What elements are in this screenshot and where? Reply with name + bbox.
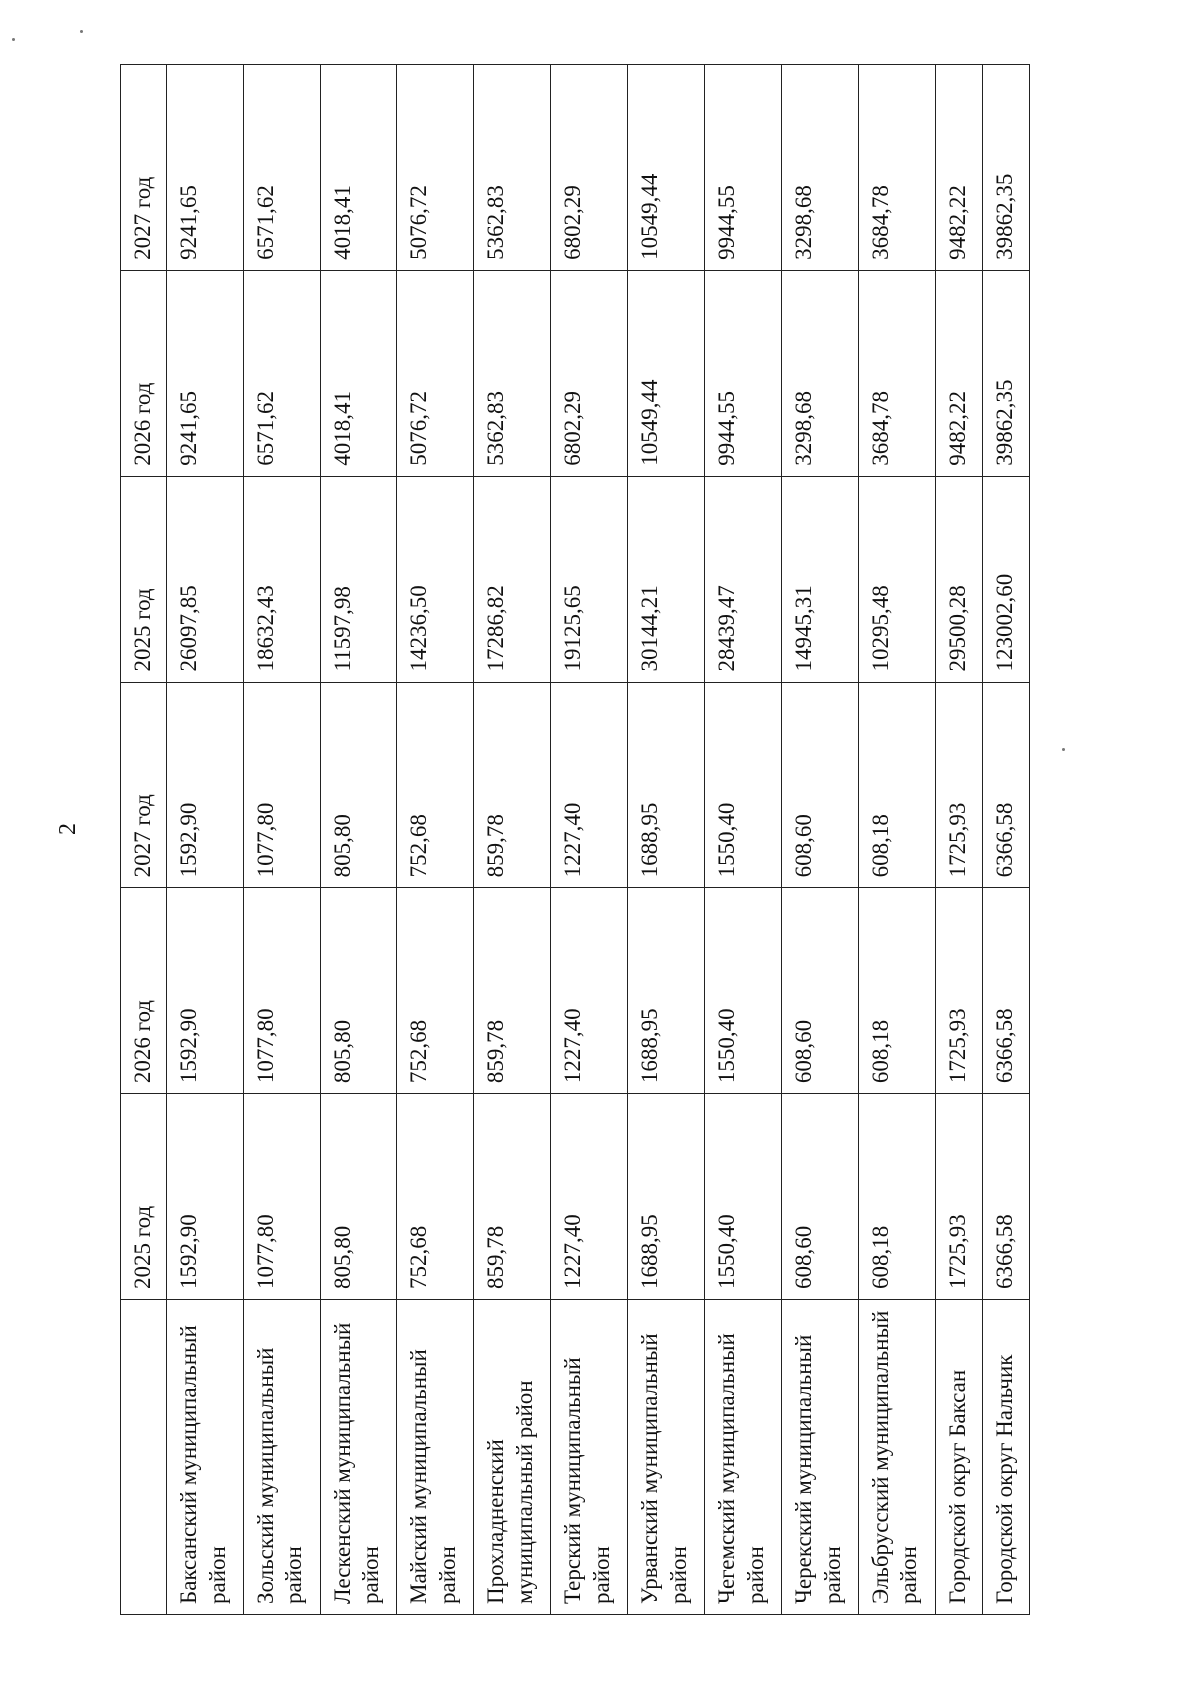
cell-value: 608,60 (781, 682, 858, 888)
cell-value: 1550,40 (704, 1094, 781, 1300)
cell-value: 5362,83 (474, 270, 551, 476)
table-row (982, 65, 1029, 1615)
column-header: 2025 год (121, 1094, 167, 1300)
cell-value: 9944,55 (704, 270, 781, 476)
cell-value: 805,80 (320, 1094, 397, 1300)
column-header: 2027 год (121, 682, 167, 888)
cell-value: 6571,62 (243, 270, 320, 476)
cell-value: 1688,95 (628, 888, 705, 1094)
cell-value: 6366,58 (982, 1094, 1029, 1300)
cell-value: 1592,90 (166, 1094, 243, 1300)
cell-value: 9482,22 (935, 270, 982, 476)
table-row (704, 65, 781, 1615)
table-row (858, 65, 935, 1615)
cell-value: 1725,93 (935, 682, 982, 888)
table-row (551, 65, 628, 1615)
cell-value: 18632,43 (243, 476, 320, 682)
cell-value: 39862,35 (982, 270, 1029, 476)
cell-value: 6802,29 (551, 65, 628, 271)
column-header: 2026 год (121, 888, 167, 1094)
cell-value: 10549,44 (628, 270, 705, 476)
cell-value: 1227,40 (551, 682, 628, 888)
cell-value: 28439,47 (704, 476, 781, 682)
cell-value: 30144,21 (628, 476, 705, 682)
cell-value: 1592,90 (166, 682, 243, 888)
row-name: Чегемский муниципальный район (704, 1300, 781, 1615)
cell-value: 859,78 (474, 888, 551, 1094)
table-container (120, 65, 1030, 1615)
cell-value: 5362,83 (474, 65, 551, 271)
cell-value: 752,68 (397, 682, 474, 888)
row-name: Баксанский муниципальный район (166, 1300, 243, 1615)
cell-value: 14945,31 (781, 476, 858, 682)
cell-value: 3298,68 (781, 270, 858, 476)
cell-value: 3684,78 (858, 270, 935, 476)
cell-value: 3684,78 (858, 65, 935, 271)
table-row (397, 65, 474, 1615)
cell-value: 608,60 (781, 1094, 858, 1300)
cell-value: 752,68 (397, 1094, 474, 1300)
cell-value: 123002,60 (982, 476, 1029, 682)
row-name: Эльбрусский муниципальный район (858, 1300, 935, 1615)
table-row (935, 65, 982, 1615)
row-name: Терский муниципальный район (551, 1300, 628, 1615)
cell-value: 9482,22 (935, 65, 982, 271)
cell-value: 6366,58 (982, 682, 1029, 888)
cell-value: 1077,80 (243, 888, 320, 1094)
cell-value: 608,60 (781, 888, 858, 1094)
header-row (121, 65, 167, 1615)
column-header: 2027 год (121, 65, 167, 271)
cell-value: 1550,40 (704, 682, 781, 888)
column-header: 2025 год (121, 476, 167, 682)
cell-value: 5076,72 (397, 270, 474, 476)
cell-value: 9241,65 (166, 65, 243, 271)
row-name: Городской округ Баксан (935, 1300, 982, 1615)
column-header: 2026 год (121, 270, 167, 476)
scan-speck (1062, 748, 1065, 751)
cell-value: 3298,68 (781, 65, 858, 271)
cell-value: 6366,58 (982, 888, 1029, 1094)
cell-value: 608,18 (858, 682, 935, 888)
cell-value: 1688,95 (628, 682, 705, 888)
cell-value: 14236,50 (397, 476, 474, 682)
column-header (121, 1300, 167, 1615)
row-name: Майский муниципальный район (397, 1300, 474, 1615)
cell-value: 1227,40 (551, 888, 628, 1094)
row-name: Черекский муниципальный район (781, 1300, 858, 1615)
cell-value: 11597,98 (320, 476, 397, 682)
cell-value: 1725,93 (935, 1094, 982, 1300)
page-number: 2 (55, 823, 81, 835)
cell-value: 17286,82 (474, 476, 551, 682)
cell-value: 26097,85 (166, 476, 243, 682)
cell-value: 6571,62 (243, 65, 320, 271)
cell-value: 10295,48 (858, 476, 935, 682)
cell-value: 1725,93 (935, 888, 982, 1094)
row-name: Городской округ Нальчик (982, 1300, 1029, 1615)
table-row (166, 65, 243, 1615)
cell-value: 9241,65 (166, 270, 243, 476)
cell-value: 859,78 (474, 1094, 551, 1300)
table-row (628, 65, 705, 1615)
row-name: Урванский муниципальный район (628, 1300, 705, 1615)
cell-value: 608,18 (858, 1094, 935, 1300)
data-table (120, 64, 1030, 1615)
cell-value: 19125,65 (551, 476, 628, 682)
table-row (320, 65, 397, 1615)
cell-value: 6802,29 (551, 270, 628, 476)
cell-value: 1592,90 (166, 888, 243, 1094)
cell-value: 10549,44 (628, 65, 705, 271)
table-row (781, 65, 858, 1615)
cell-value: 805,80 (320, 888, 397, 1094)
cell-value: 9944,55 (704, 65, 781, 271)
cell-value: 1077,80 (243, 1094, 320, 1300)
cell-value: 608,18 (858, 888, 935, 1094)
cell-value: 1077,80 (243, 682, 320, 888)
row-name: Лескенский муниципальный район (320, 1300, 397, 1615)
cell-value: 4018,41 (320, 270, 397, 476)
table-row (474, 65, 551, 1615)
cell-value: 4018,41 (320, 65, 397, 271)
scan-speck (80, 30, 83, 33)
row-name: Прохладненский муниципальный район (474, 1300, 551, 1615)
cell-value: 39862,35 (982, 65, 1029, 271)
cell-value: 5076,72 (397, 65, 474, 271)
row-name: Зольский муниципальный район (243, 1300, 320, 1615)
cell-value: 1688,95 (628, 1094, 705, 1300)
cell-value: 1550,40 (704, 888, 781, 1094)
cell-value: 1227,40 (551, 1094, 628, 1300)
cell-value: 29500,28 (935, 476, 982, 682)
cell-value: 752,68 (397, 888, 474, 1094)
cell-value: 859,78 (474, 682, 551, 888)
scan-speck (12, 38, 15, 41)
table-row (243, 65, 320, 1615)
cell-value: 805,80 (320, 682, 397, 888)
